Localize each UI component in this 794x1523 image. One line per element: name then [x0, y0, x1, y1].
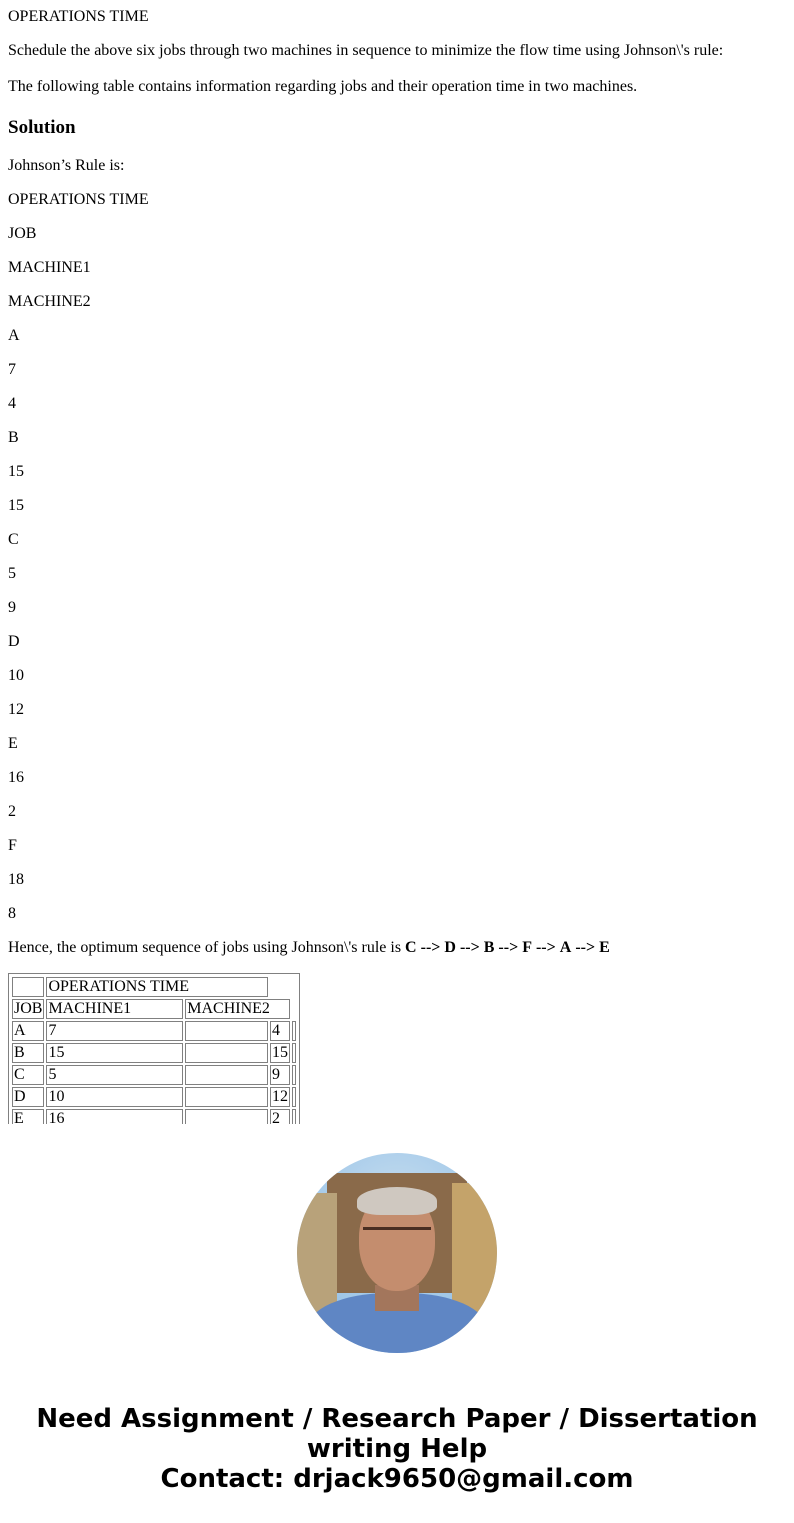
sequence-arrow: -->	[498, 939, 519, 956]
machine2-cell: 2	[270, 1109, 290, 1124]
group-header-cell: OPERATIONS TIME	[46, 977, 268, 997]
list-line: D	[8, 633, 20, 650]
machine1-cell: 10	[46, 1087, 183, 1107]
problem-statement: Schedule the above six jobs through two machines in sequence to minimize the flow time using Johnson\'s rule:	[8, 42, 724, 59]
sequence-job: F	[522, 939, 532, 956]
operations-table	[10, 975, 298, 1124]
list-line: 10	[8, 667, 24, 684]
job-cell: A	[12, 1021, 44, 1041]
empty-cell	[185, 1021, 268, 1041]
operations-table-wrapper	[8, 973, 300, 1124]
list-line: 18	[8, 871, 24, 888]
table-row	[12, 1065, 296, 1085]
machine2-cell: 15	[271, 1044, 288, 1061]
table-row	[12, 1087, 296, 1107]
heading-operations-time: OPERATIONS TIME	[8, 8, 149, 25]
list-line: JOB	[8, 225, 37, 242]
empty-cell	[185, 1043, 268, 1063]
edge-cell	[292, 1043, 296, 1063]
col-machine1-header: MACHINE1	[46, 999, 183, 1019]
machine1-cell: 16	[46, 1109, 183, 1124]
cta-line-2: writing Help	[306, 1434, 488, 1464]
empty-cell	[185, 1087, 268, 1107]
list-line: OPERATIONS TIME	[8, 191, 149, 208]
job-cell: C	[12, 1065, 44, 1085]
sequence-job: C	[405, 939, 417, 956]
rule-line: Johnson’s Rule is:	[8, 157, 125, 174]
sequence-chain	[405, 939, 610, 956]
list-line: MACHINE2	[8, 293, 91, 310]
sequence-arrow: -->	[575, 939, 596, 956]
sequence-job: E	[599, 939, 610, 956]
table-row	[12, 1043, 296, 1063]
table-row	[12, 1109, 296, 1124]
sequence-job: B	[483, 939, 495, 956]
avatar-hair	[357, 1187, 437, 1215]
edge-cell	[292, 1065, 296, 1085]
empty-header-cell	[12, 977, 44, 997]
list-line: F	[8, 837, 17, 854]
col-machine2-header: MACHINE2	[185, 999, 290, 1019]
author-photo-avatar	[297, 1153, 497, 1353]
avatar-glasses-icon	[363, 1227, 431, 1246]
list-line: E	[8, 735, 18, 752]
sequence-result	[8, 939, 610, 957]
cta-line-1: Need Assignment / Research Paper / Dissertation	[36, 1404, 758, 1434]
machine1-cell: 15	[46, 1043, 183, 1063]
machine1-cell: 7	[46, 1021, 183, 1041]
job-cell: E	[12, 1109, 44, 1124]
table-group-header-row	[12, 977, 296, 997]
empty-cell	[185, 1065, 268, 1085]
list-line: 8	[8, 905, 16, 922]
cta-contact-line[interactable]: Contact: drjack9650@gmail.com	[160, 1464, 634, 1494]
sequence-arrow: -->	[459, 939, 480, 956]
sequence-arrow: -->	[420, 939, 441, 956]
list-line: MACHINE1	[8, 259, 91, 276]
list-line: C	[8, 531, 19, 548]
list-line: 4	[8, 395, 16, 412]
edge-cell	[292, 1109, 296, 1124]
job-cell: B	[12, 1043, 44, 1063]
sequence-job: A	[559, 939, 572, 956]
machine2-cell: 9	[270, 1065, 290, 1085]
machine2-cell: 12	[271, 1088, 288, 1105]
list-line: 15	[8, 463, 24, 480]
col-job-header: JOB	[14, 1000, 43, 1017]
empty-cell	[185, 1109, 268, 1124]
edge-cell	[292, 1087, 296, 1107]
list-line: A	[8, 327, 20, 344]
list-line: 16	[8, 769, 24, 786]
list-line: 15	[8, 497, 24, 514]
table-row	[12, 1021, 296, 1041]
edge-cell	[292, 1021, 296, 1041]
list-line: 9	[8, 599, 16, 616]
list-line: 2	[8, 803, 16, 820]
table-info-text: The following table contains information regarding jobs and their operation time in two machines.	[8, 78, 638, 95]
table-column-header-row	[12, 999, 296, 1019]
contact-banner	[0, 1404, 794, 1494]
solution-heading: Solution	[8, 117, 76, 138]
sequence-job: D	[444, 939, 456, 956]
sequence-prefix: Hence, the optimum sequence of jobs using Johnson\'s rule is	[8, 939, 406, 956]
machine1-cell: 5	[46, 1065, 183, 1085]
list-line: 12	[8, 701, 24, 718]
list-line: B	[8, 429, 19, 446]
job-cell: D	[12, 1087, 44, 1107]
sequence-arrow: -->	[535, 939, 556, 956]
machine2-cell: 4	[270, 1021, 290, 1041]
list-line: 5	[8, 565, 16, 582]
list-line: 7	[8, 361, 16, 378]
